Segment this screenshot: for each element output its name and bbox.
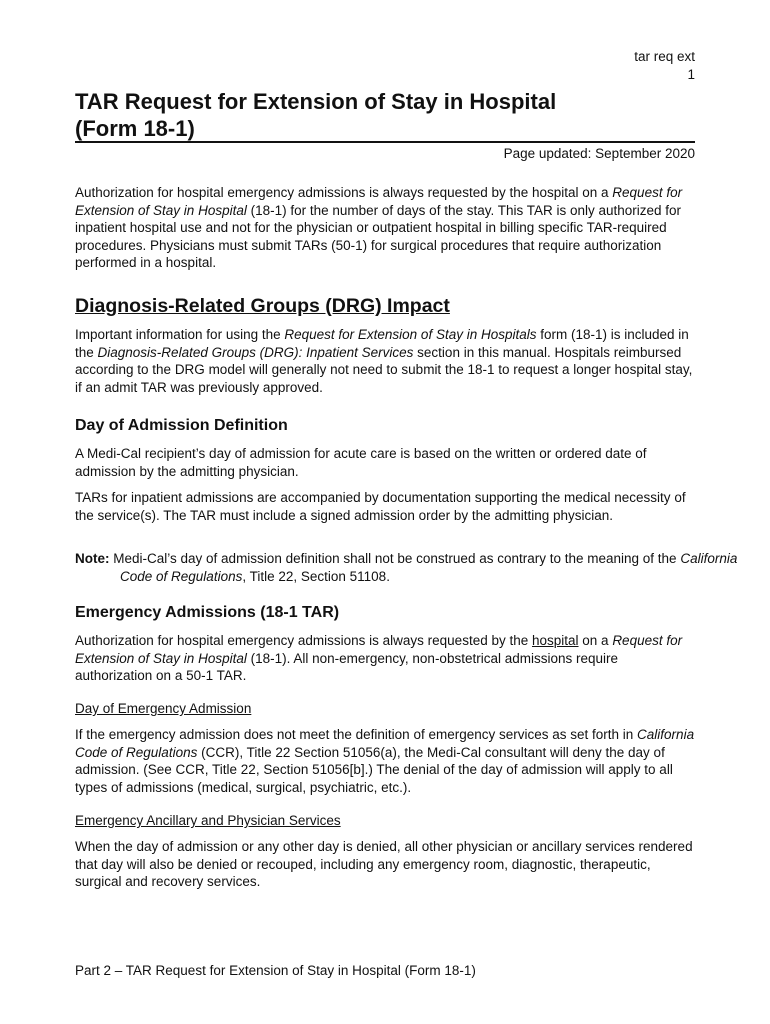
ancillary-subheading: Emergency Ancillary and Physician Services [75,813,341,828]
page-number: 1 [687,67,695,82]
admission-paragraph-1: A Medi-Cal recipient’s day of admission for acute care is based on the written or ordered date of admission by the admitting physician. [75,446,647,479]
drg-paragraph: Important information for using the Request for Extension of Stay in Hospitals form (18-1) is included in the Diagnosis-Related Groups (DRG): Inpatient Services section in this manual. Hospitals reimbursed according to the DRG model will generally not need to submit the 18-1 to request a longer hospital stay, if an admit TAR was previously approved. [75,327,693,395]
emergency-paragraph: Authorization for hospital emergency admissions is always requested by the hospital on a Request for Extension of Stay in Hospital (18-1). All non-emergency, non-obstetrical admissions require authorization on a 50-1 TAR. [75,633,683,684]
admission-paragraph-2: TARs for inpatient admissions are accompanied by documentation supporting the medical necessity of the service(s). The TAR must include a signed admission order by the admitting physician. [75,490,686,523]
drg-heading: Diagnosis-Related Groups (DRG) Impact [75,295,450,317]
title-line-1: TAR Request for Extension of Stay in Hospital [75,89,557,114]
page-updated-date: Page updated: September 2020 [503,146,695,161]
admission-heading: Day of Admission Definition [75,417,288,434]
page-title [75,88,695,142]
admission-note: Note: Medi-Cal’s day of admission definition shall not be construed as contrary to the meaning of the California Code of Regulations, Title 22, Section 51108. [75,551,738,584]
note-label: Note: [75,551,110,566]
title-line-2: (Form 18-1) [75,116,195,141]
header-code: tar req ext [634,49,695,64]
page-footer: Part 2 – TAR Request for Extension of Stay in Hospital (Form 18-1) [75,963,476,978]
title-divider [75,141,695,143]
emergency-heading: Emergency Admissions (18-1 TAR) [75,604,340,621]
day-of-emergency-paragraph: If the emergency admission does not meet the definition of emergency services as set forth in California Code of Regulations (CCR), Title 22 Section 51056(a), the Medi-Cal consultant will deny the day of admission. (See CCR, Title 22, Section 51056[b].) The denial of the day of admission will apply to all types of admissions (medical, surgical, psychiatric, etc.). [75,727,695,795]
page-header-code [634,48,695,84]
day-of-emergency-subheading: Day of Emergency Admission [75,701,252,716]
intro-paragraph: Authorization for hospital emergency admissions is always requested by the hospital on a Request for Extension of Stay in Hospital (18-1) for the number of days of the stay. This TAR is only authorized for inpatient hospital use and not for the physician or outpatient hospital in billing specific TAR-required procedures. Physicians must submit TARs (50-1) for surgical procedures that require authorization performed in a hospital. [75,185,683,271]
ancillary-paragraph: When the day of admission or any other day is denied, all other physician or ancillary services rendered that day will also be denied or recouped, including any emergency room, diagnostic, therapeutic, surgical and recovery services. [75,839,693,890]
